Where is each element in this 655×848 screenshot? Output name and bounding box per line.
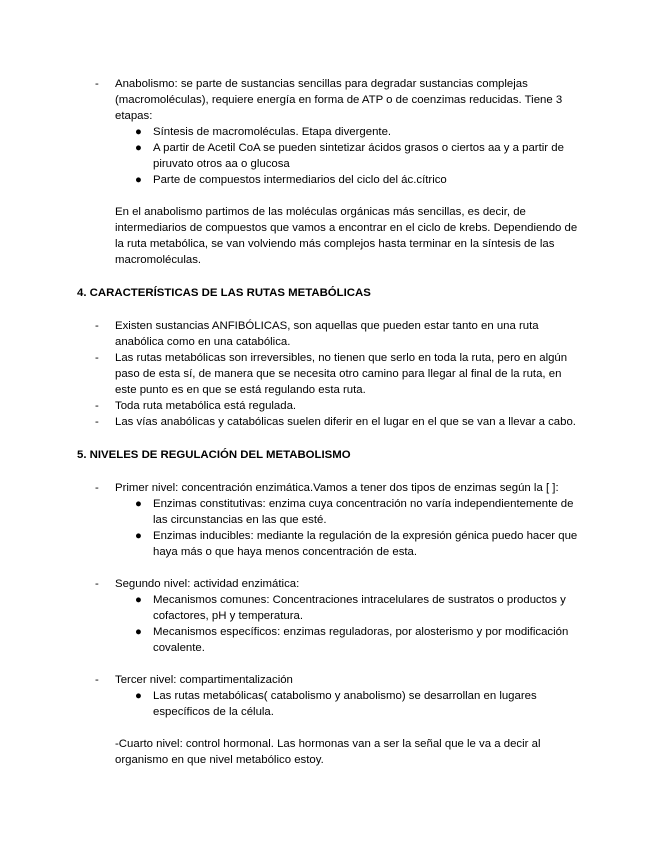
nivel-3-item: - Tercer nivel: compartimentalización (95, 674, 293, 686)
document-page (0, 76, 655, 768)
list-item: - Las rutas metabólicas son irreversibles, no tienen que serlo en toda la ruta, pero en algún paso de esta sí, de manera que se necesita otro camino para llegar al final de la ruta, en este punto es en que se está regulando esta ruta. (95, 352, 568, 396)
bullet-icon: ● (135, 690, 142, 702)
dash-marker: - (95, 416, 99, 428)
dash-marker: - (95, 578, 99, 590)
bullet-icon: ● (135, 142, 142, 154)
bullet-icon: ● (135, 626, 142, 638)
list-item: ● Mecanismos específicos: enzimas reguladoras, por alosterismo y por modificación covalente. (135, 626, 569, 654)
list-item: - Las vías anabólicas y catabólicas suelen diferir en el lugar en el que se van a llevar a cabo. (95, 416, 576, 428)
nivel-1-item: - Primer nivel: concentración enzimática.Vamos a tener dos tipos de enzimas según la [ ]: (95, 482, 559, 494)
dash-marker: - (95, 352, 99, 364)
nivel-4-paragraph: -Cuarto nivel: control hormonal. Las hormonas van a ser la señal que le va a decir al organismo en que nivel metabólico estoy. (115, 738, 541, 766)
anabolismo-item (0, 76, 655, 124)
nivel-1-list (0, 496, 655, 560)
section-5-heading: 5. NIVELES DE REGULACIÓN DEL METABOLISMO (77, 449, 351, 461)
list-item: ● Enzimas constitutivas: enzima cuya concentración no varía independientemente de las circunstancias en las que esté. (135, 498, 574, 526)
bullet-icon: ● (135, 594, 142, 606)
nivel-2-item: - Segundo nivel: actividad enzimática: (95, 578, 300, 590)
anabolismo-stages-list (0, 124, 655, 188)
dash-marker: - (95, 482, 99, 494)
anabolismo-paragraph: En el anabolismo partimos de las moléculas orgánicas más sencillas, es decir, de intermediarios de compuestos que vamos a encontrar en el ciclo de krebs. Dependiendo de la ruta metabólica, se van volviendo más complejos hasta terminar en la síntesis de las macromoléculas. (115, 206, 578, 266)
section-4-heading: 4. CARACTERÍSTICAS DE LAS RUTAS METABÓLICAS (77, 287, 371, 299)
nivel-2-list (0, 592, 655, 656)
list-item: - Toda ruta metabólica está regulada. (95, 400, 297, 412)
bullet-icon: ● (135, 174, 142, 186)
list-item: ● A partir de Acetil CoA se pueden sintetizar ácidos grasos o ciertos aa y a partir de piruvato otros aa o glucosa (135, 142, 564, 170)
dash-marker: - (95, 320, 99, 332)
list-item: ● Mecanismos comunes: Concentraciones intracelulares de sustratos o productos y cofactores, pH y temperatura. (135, 594, 566, 622)
anabolismo-text: Anabolismo: se parte de sustancias sencillas para degradar sustancias complejas (macromoléculas), requiere energía en forma de ATP o de coenzimas reducidas. Tiene 3 etapas: (115, 78, 563, 122)
bullet-icon: ● (135, 126, 142, 138)
list-item: ● Síntesis de macromoléculas. Etapa divergente. (135, 126, 392, 138)
list-item: ● Las rutas metabólicas( catabolismo y anabolismo) se desarrollan en lugares específicos de la célula. (135, 690, 537, 718)
list-item: ● Enzimas inducibles: mediante la regulación de la expresión génica puedo hacer que haya más o que haya menos concentración de esta. (135, 530, 578, 558)
nivel-3-list (0, 688, 655, 720)
bullet-icon: ● (135, 498, 142, 510)
dash-marker: - (95, 674, 99, 686)
list-item: - Existen sustancias ANFIBÓLICAS, son aquellas que pueden estar tanto en una ruta anabólica como en una catabólica. (95, 320, 539, 348)
dash-marker: - (95, 400, 99, 412)
list-item: ● Parte de compuestos intermediarios del ciclo del ác.cítrico (135, 174, 447, 186)
bullet-icon: ● (135, 530, 142, 542)
dash-marker: - (95, 78, 99, 90)
